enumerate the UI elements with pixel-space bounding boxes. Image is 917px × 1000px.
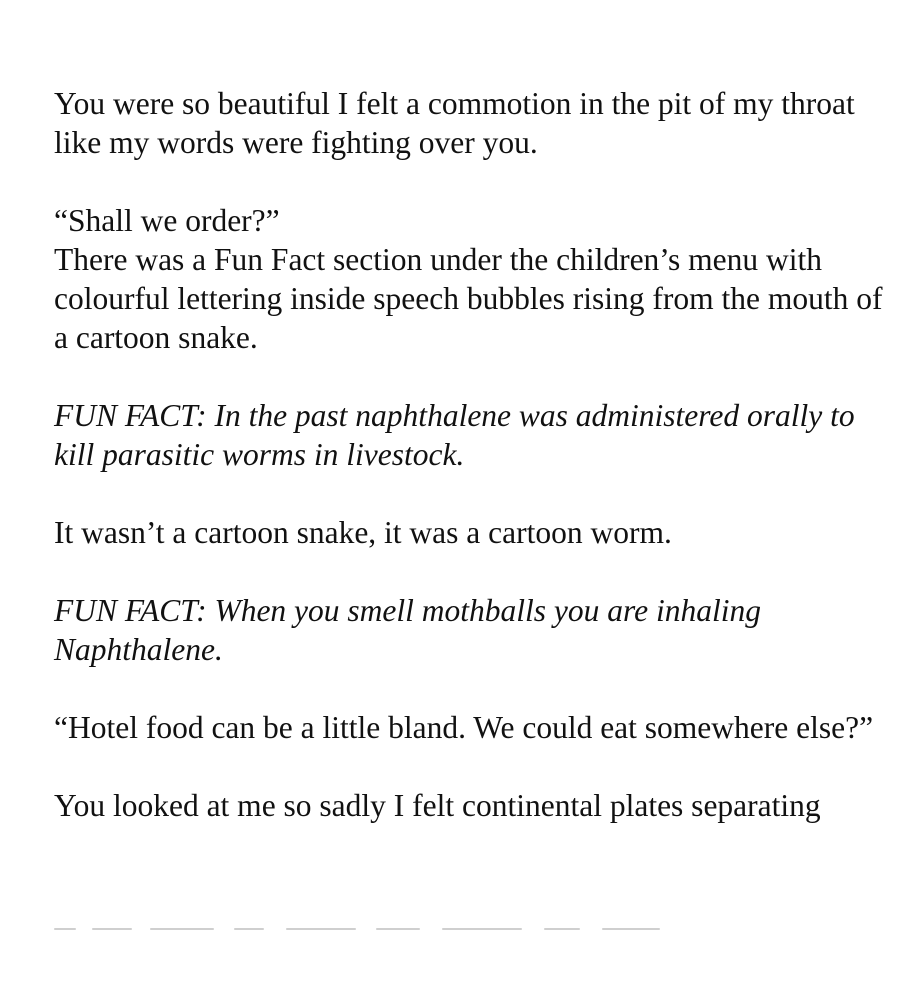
paragraph-gap — [54, 747, 884, 786]
fun-fact-mothballs: FUN FACT: When you smell mothballs you are inhaling Naphthalene. — [54, 593, 761, 667]
paragraph-gap — [54, 357, 884, 396]
paragraph-gap — [54, 552, 884, 591]
paragraph-continental-plates: You looked at me so sadly I felt continental plates separating — [54, 788, 821, 823]
paragraph-commotion: You were so beautiful I felt a commotion in the pit of my throat like my words were fighting over you. — [54, 86, 855, 160]
paragraph-fun-fact-section: There was a Fun Fact section under the children’s menu with colourful lettering inside speech bubbles rising from the mouth of a cartoon snake. — [54, 242, 883, 355]
paragraph-gap — [54, 474, 884, 513]
paragraph-gap — [54, 669, 884, 708]
paragraph-gap — [54, 162, 884, 201]
fun-fact-naphthalene-worms: FUN FACT: In the past naphthalene was administered orally to kill parasitic worms in livestock. — [54, 398, 855, 472]
paragraph-cartoon-worm: It wasn’t a cartoon snake, it was a cartoon worm. — [54, 515, 672, 550]
dialogue-shall-we-order: “Shall we order?” — [54, 203, 280, 238]
cropped-text-line — [54, 926, 674, 932]
dialogue-hotel-food: “Hotel food can be a little bland. We could eat somewhere else?” — [54, 710, 874, 745]
document-body — [54, 84, 884, 825]
